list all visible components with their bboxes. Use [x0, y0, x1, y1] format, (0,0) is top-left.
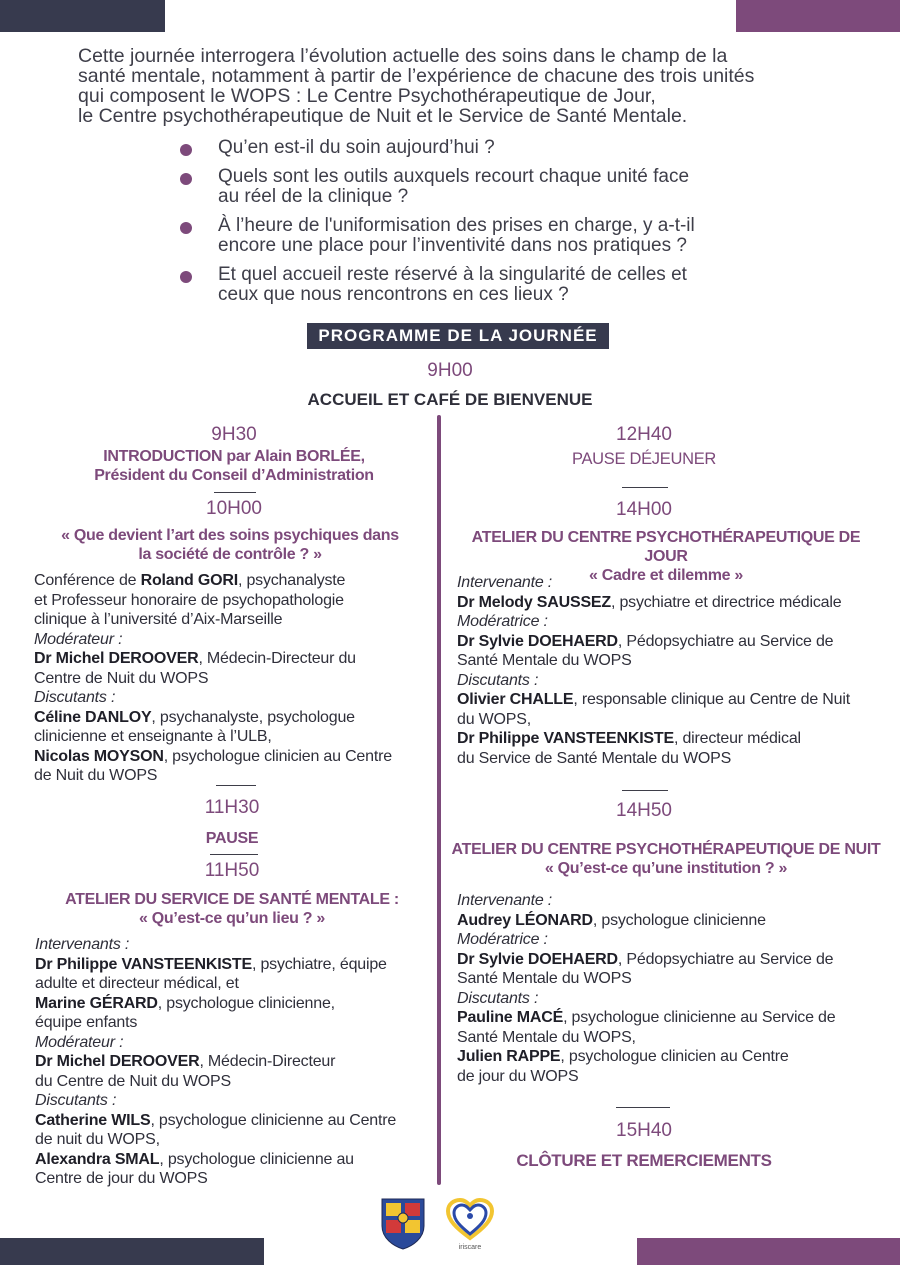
bullet-icon	[180, 144, 192, 156]
logo-svg	[378, 1196, 508, 1251]
opening-label: ACCUEIL ET CAFÉ DE BIENVENUE	[307, 390, 593, 409]
bottom-left-bar	[0, 1238, 264, 1265]
intro-time: 9H30	[211, 424, 257, 445]
intro-title: INTRODUCTION par Alain BORLÉE, Président du Conseil d’Administration	[94, 448, 374, 484]
atelier-jour-time: 14H00	[616, 499, 672, 520]
lunch-time: 12H40	[616, 424, 672, 445]
separator	[210, 854, 258, 855]
column-divider	[437, 415, 441, 1185]
atelier-jour-title: ATELIER DU CENTRE PSYCHOTHÉRAPEUTIQUE DE JOUR « Cadre et dilemme »	[471, 529, 861, 584]
bullet-icon	[180, 271, 192, 283]
atelier-jour-details: Intervenante : Dr Melody SAUSSEZ, psychiatre et directrice médicale Modératrice : Dr Sylvie DOEHAERD, Pédopsychiatre au Service de Santé Mentale du WOPS Discutants : Olivier CHALLE, responsable clinique au Centre de Nuit du WOPS, Dr Philippe VANSTEENKISTE, directeur médical du Service de Santé Mentale du WOPS	[457, 574, 850, 767]
coat-of-arms-icon	[382, 1199, 424, 1249]
question-item: Et quel accueil reste réservé à la singularité de celles et ceux que nous rencontrons en ces lieux ?	[180, 265, 780, 305]
question-item: Quels sont les outils auxquels recourt chaque unité face au réel de la clinique ?	[180, 167, 780, 207]
separator	[622, 790, 668, 791]
separator	[616, 1107, 670, 1108]
opening-time: 9H00	[427, 360, 473, 381]
intro-line: santé mentale, notamment à partir de l’expérience de chacune des trois unités	[78, 65, 755, 87]
iriscare-label: iriscare	[458, 1244, 482, 1251]
conference-title: « Que devient l’art des soins psychiques dans la société de contrôle ? »	[61, 527, 399, 563]
atelier-nuit-title: ATELIER DU CENTRE PSYCHOTHÉRAPEUTIQUE DE NUIT « Qu’est-ce qu’une institution ? »	[451, 841, 881, 877]
question-item: À l’heure de l'uniformisation des prises en charge, y a-t-il encore une place pour l’inventivité dans nos pratiques ?	[180, 216, 780, 256]
intro-line: le Centre psychothérapeutique de Nuit et le Service de Santé Mentale.	[78, 105, 688, 127]
atelier-ssm-details: Intervenants : Dr Philippe VANSTEENKISTE, psychiatre, équipe adulte et directeur médical, et Marine GÉRARD, psychologue clinicienne, équipe enfants Modérateur : Dr Michel DEROOVER, Médecin-Directeur du Centre de Nuit du WOPS Discutants : Catherine WILS, psychologue clinicienne au Centre de nuit du WOPS, Alexandra SMAL, psychologue clinicienne au Centre de jour du WOPS	[35, 936, 397, 1187]
lunch-label: PAUSE DÉJEUNER	[571, 450, 717, 468]
sponsor-logos	[378, 1196, 508, 1251]
atelier-nuit-time: 14H50	[616, 800, 672, 821]
iriscare-heart-icon	[448, 1200, 492, 1238]
pause-label: PAUSE	[205, 830, 259, 847]
bullet-icon	[180, 222, 192, 234]
atelier-ssm-title: ATELIER DU SERVICE DE SANTÉ MENTALE : « Qu’est-ce qu’un lieu ? »	[65, 891, 399, 927]
intro-line: Cette journée interrogera l’évolution actuelle des soins dans le champ de la	[78, 45, 728, 67]
programme-title: PROGRAMME DE LA JOURNÉE	[307, 323, 609, 349]
intro-line: qui composent le WOPS : Le Centre Psychothérapeutique de Jour,	[78, 85, 656, 107]
top-right-bar	[736, 0, 900, 32]
conference-details: Conférence de Roland GORI, psychanalyste et Professeur honoraire de psychopathologie clinique à l’université d’Aix-Marseille Modérateur : Dr Michel DEROOVER, Médecin-Directeur du Centre de Nuit du WOPS Discutants : Céline DANLOY, psychanalyste, psychologue clinicienne et enseignante à l’ULB, Nicolas MOYSON, psychologue clinicien au Centre de Nuit du WOPS	[34, 572, 392, 784]
question-item: Qu’en est-il du soin aujourd’hui ?	[180, 138, 780, 158]
intro-paragraph	[78, 46, 798, 126]
separator	[622, 487, 668, 488]
bottom-right-bar	[637, 1238, 900, 1265]
atelier-ssm-time: 11H50	[204, 860, 260, 881]
closing-time: 15H40	[616, 1120, 672, 1141]
separator	[216, 785, 256, 786]
pause-time: 11H30	[204, 797, 260, 818]
top-left-bar	[0, 0, 165, 32]
conference-time: 10H00	[206, 498, 262, 519]
closing-label: CLÔTURE ET REMERCIEMENTS	[516, 1151, 772, 1170]
separator	[214, 492, 256, 493]
atelier-nuit-details: Intervenante : Audrey LÉONARD, psychologue clinicienne Modératrice : Dr Sylvie DOEHAERD, Pédopsychiatre au Service de Santé Mentale du WOPS Discutants : Pauline MACÉ, psychologue clinicienne au Service de Santé Mentale du WOPS, Julien RAPPE, psychologue clinicien au Centre de jour du WOPS	[457, 892, 836, 1085]
bullet-icon	[180, 173, 192, 185]
question-list	[180, 138, 780, 314]
